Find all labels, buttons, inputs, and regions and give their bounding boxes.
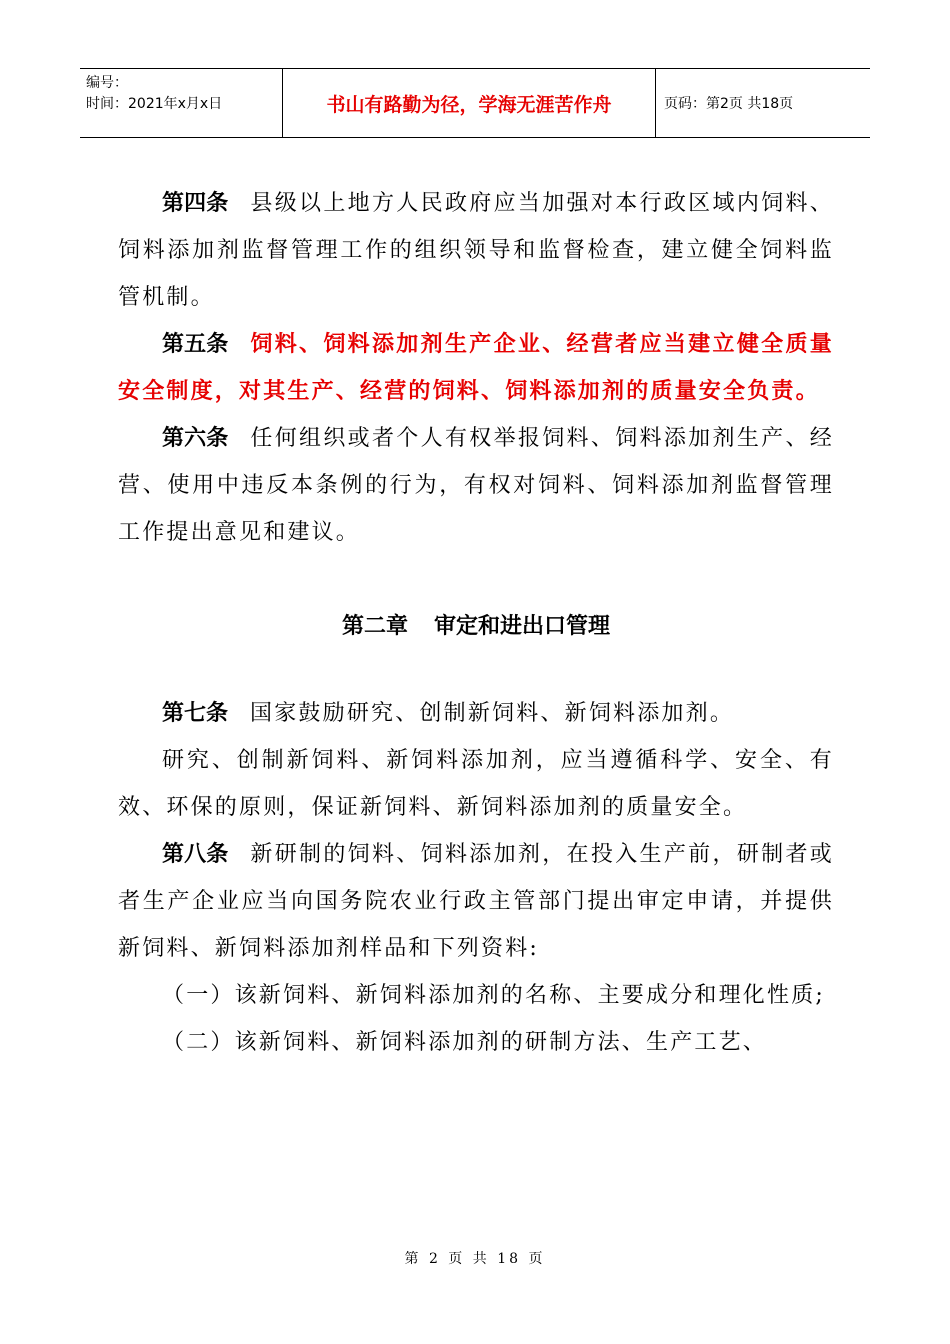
article-text: 新研制的饲料、饲料添加剂，在投入生产前，研制者或者生产企业应当向国务院农业行政主管部门提出审定申请，并提供新饲料、新饲料添加剂样品和下列资料: bbox=[118, 842, 834, 961]
page-footer: 第 2 页 共 18 页 bbox=[404, 1251, 546, 1267]
list-item-1 bbox=[118, 972, 834, 1019]
header-page-info: 页码：第2页 共18页 bbox=[664, 96, 794, 112]
paragraph-text: 研究、创制新饲料、新饲料添加剂，应当遵循科学、安全、有效、环保的原则，保证新饲料、新饲料添加剂的质量安全。 bbox=[118, 748, 834, 820]
article-number: 第八条 bbox=[162, 842, 229, 867]
header-meta bbox=[80, 69, 283, 137]
article-6 bbox=[118, 415, 834, 556]
article-number: 第五条 bbox=[162, 332, 229, 357]
chapter-number: 第二章 bbox=[341, 614, 408, 639]
chapter-heading bbox=[118, 603, 834, 650]
list-item-2 bbox=[118, 1019, 834, 1066]
article-7-paragraph bbox=[118, 737, 834, 831]
article-number: 第七条 bbox=[162, 701, 229, 726]
number-label: 编号： bbox=[86, 75, 128, 91]
article-text: 国家鼓励研究、创制新饲料、新饲料添加剂。 bbox=[250, 701, 735, 726]
document-body bbox=[118, 180, 834, 1066]
chapter-title: 审定和进出口管理 bbox=[434, 614, 611, 639]
article-number: 第六条 bbox=[162, 426, 229, 451]
article-number: 第四条 bbox=[162, 191, 229, 216]
article-text-highlighted: 饲料、饲料添加剂生产企业、经营者应当建立健全质量安全制度，对其生产、经营的饲料、饲料添加剂的质量安全负责。 bbox=[118, 332, 834, 404]
article-5 bbox=[118, 321, 834, 415]
date-label: 时间：2021年x月x日 bbox=[86, 96, 223, 112]
article-7 bbox=[118, 690, 834, 737]
article-4 bbox=[118, 180, 834, 321]
article-text: 县级以上地方人民政府应当加强对本行政区域内饲料、饲料添加剂监督管理工作的组织领导和监督检查，建立健全饲料监管机制。 bbox=[118, 191, 834, 310]
header-motto: 书山有路勤为径，学海无涯苦作舟 bbox=[283, 69, 656, 137]
article-text: 任何组织或者个人有权举报饲料、饲料添加剂生产、经营、使用中违反本条例的行为，有权对饲料、饲料添加剂监督管理工作提出意见和建议。 bbox=[118, 426, 834, 545]
document-header bbox=[80, 68, 870, 138]
list-item-text: （一）该新饲料、新饲料添加剂的名称、主要成分和理化性质; bbox=[162, 983, 826, 1008]
list-item-text: （二）该新饲料、新饲料添加剂的研制方法、生产工艺、 bbox=[162, 1030, 768, 1055]
article-8 bbox=[118, 831, 834, 972]
